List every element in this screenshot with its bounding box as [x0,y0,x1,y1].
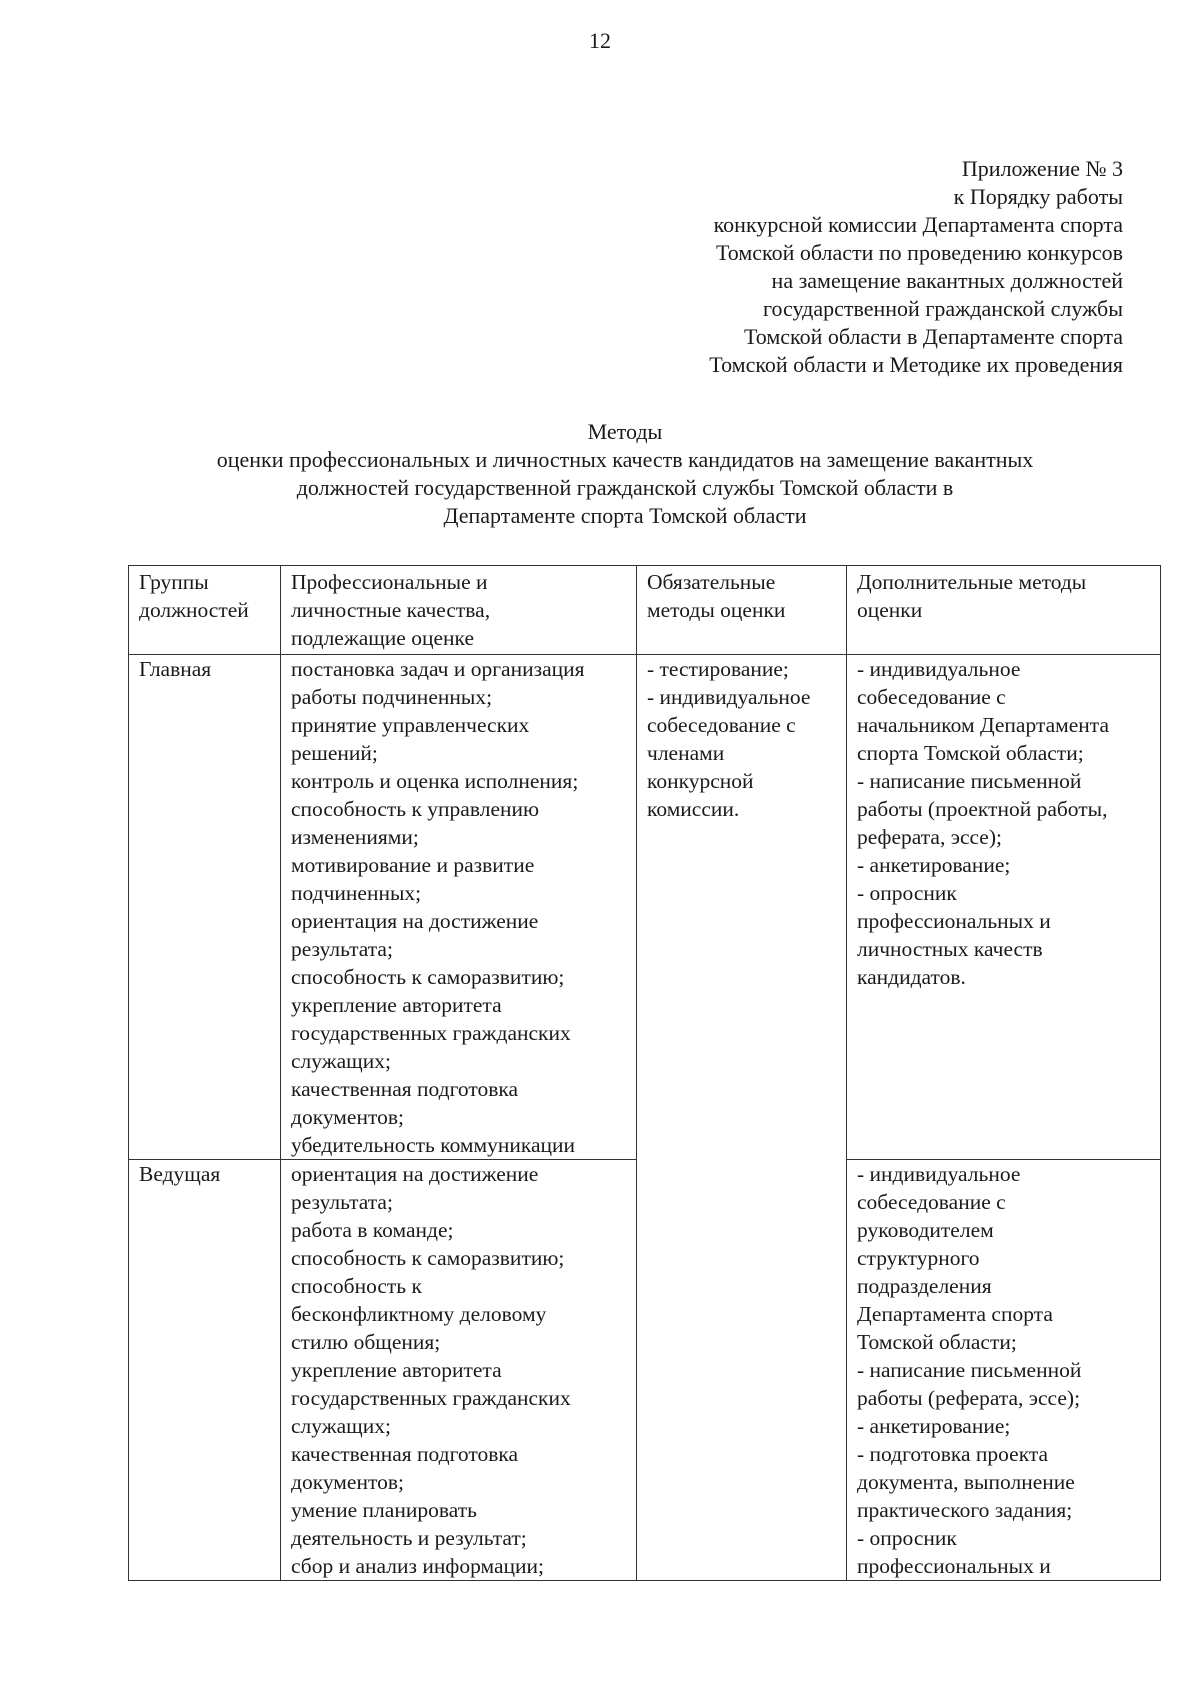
group-cell [129,1160,281,1581]
quality-line: подчиненных; [291,881,422,905]
table-header-row [129,566,1161,655]
page-number: 12 [589,28,611,53]
appendix-line: конкурсной комиссии Департамента спорта [713,212,1123,237]
quality-line: результата; [291,937,393,961]
header-line: Группы [139,570,209,594]
additional-method-line: Томской области; [857,1330,1017,1354]
additional-method-line: работы (реферата, эссе); [857,1386,1081,1410]
header-line: Дополнительные методы [857,570,1087,594]
quality-line: государственных гражданских [291,1021,571,1045]
quality-line: изменениями; [291,825,419,849]
additional-method-line: Департамента спорта [857,1302,1053,1326]
additional-method-line: руководителем [857,1218,994,1242]
additional-method-line: - опросник [857,881,957,905]
header-line: Обязательные [647,570,776,594]
document-title [0,418,1200,530]
header-line: личностные качества, [291,598,491,622]
additional-method-line: - написание письменной [857,1358,1082,1382]
additional-method-line: личностных качеств [857,937,1043,961]
quality-line: убедительность коммуникации [291,1133,576,1157]
title-line: оценки профессиональных и личностных качеств кандидатов на замещение вакантных [216,447,1034,472]
quality-line: деятельность и результат; [291,1526,527,1550]
additional-method-line: - подготовка проекта [857,1442,1049,1466]
additional-method-line: практического задания; [857,1498,1073,1522]
additional-method-line: начальником Департамента [857,713,1109,737]
quality-line: решений; [291,741,378,765]
quality-line: служащих; [291,1414,391,1438]
mandatory-methods-cell [637,655,847,1581]
mandatory-method-line: собеседование с [647,713,796,737]
appendix-line: государственной гражданской службы [763,296,1123,321]
quality-line: результата; [291,1190,393,1214]
mandatory-method-line: членами [647,741,725,765]
additional-method-line: - опросник [857,1526,957,1550]
additional-method-line: - индивидуальное [857,657,1021,681]
quality-line: способность к саморазвитию; [291,1246,565,1270]
quality-line: способность к управлению [291,797,540,821]
methods-table [128,565,1161,1581]
qualities-cell [281,655,637,1160]
quality-line: постановка задач и организация [291,657,585,681]
quality-line: качественная подготовка [291,1442,519,1466]
additional-method-line: - анкетирование; [857,1414,1011,1438]
additional-methods-cell [847,655,1161,1160]
header-line: подлежащие оценке [291,626,474,650]
quality-line: ориентация на достижение [291,1162,539,1186]
quality-line: умение планировать [291,1498,477,1522]
quality-line: документов; [291,1470,404,1494]
quality-line: стилю общения; [291,1330,441,1354]
mandatory-method-line: конкурсной [647,769,754,793]
mandatory-method-line: - тестирование; [647,657,789,681]
appendix-line: Томской области по проведению конкурсов [715,240,1123,265]
title-line: Департаменте спорта Томской области [443,503,807,528]
title-line: Методы [587,419,663,444]
quality-line: укрепление авторитета [291,1358,502,1382]
additional-method-line: подразделения [857,1274,992,1298]
group-name: Ведущая [139,1162,221,1186]
additional-method-line: структурного [857,1246,980,1270]
additional-method-line: документа, выполнение [857,1470,1075,1494]
group-cell [129,655,281,1160]
quality-line: мотивирование и развитие [291,853,535,877]
header-cell-qualities [281,566,637,655]
quality-line: качественная подготовка [291,1077,519,1101]
appendix-line: на замещение вакантных должностей [771,268,1123,293]
qualities-cell [281,1160,637,1581]
quality-line: работа в команде; [291,1218,454,1242]
header-line: Профессиональные и [291,570,488,594]
header-line: оценки [857,598,923,622]
quality-line: государственных гражданских [291,1386,571,1410]
additional-method-line: - написание письменной [857,769,1082,793]
appendix-header [709,155,1123,379]
mandatory-method-line: комиссии. [647,797,740,821]
additional-method-line: работы (проектной работы, [857,797,1108,821]
header-line: методы оценки [647,598,786,622]
appendix-line: к Порядку работы [953,184,1123,209]
quality-line: работы подчиненных; [291,685,493,709]
quality-line: принятие управленческих [291,713,530,737]
additional-methods-cell [847,1160,1161,1581]
additional-method-line: профессиональных и [857,909,1051,933]
appendix-line: Томской области в Департаменте спорта [744,324,1123,349]
quality-line: контроль и оценка исполнения; [291,769,579,793]
header-line: должностей [139,598,249,622]
header-cell-additional-methods [847,566,1161,655]
appendix-line: Приложение № 3 [961,156,1123,181]
quality-line: документов; [291,1105,404,1129]
group-name: Главная [139,657,212,681]
header-cell-mandatory-methods [637,566,847,655]
additional-method-line: собеседование с [857,685,1006,709]
table-row [129,655,1161,1160]
additional-method-line: собеседование с [857,1190,1006,1214]
appendix-line: Томской области и Методике их проведения [709,352,1123,377]
quality-line: способность к [291,1274,422,1298]
quality-line: бесконфликтному деловому [291,1302,547,1326]
additional-method-line: реферата, эссе); [857,825,1002,849]
additional-method-line: кандидатов. [857,965,966,989]
additional-method-line: - индивидуальное [857,1162,1021,1186]
quality-line: способность к саморазвитию; [291,965,565,989]
additional-method-line: профессиональных и [857,1554,1051,1578]
additional-method-line: спорта Томской области; [857,741,1084,765]
title-line: должностей государственной гражданской службы Томской области в [296,475,954,500]
mandatory-method-line: - индивидуальное [647,685,811,709]
quality-line: служащих; [291,1049,391,1073]
quality-line: укрепление авторитета [291,993,502,1017]
additional-method-line: - анкетирование; [857,853,1011,877]
quality-line: сбор и анализ информации; [291,1554,544,1578]
quality-line: ориентация на достижение [291,909,539,933]
header-cell-groups [129,566,281,655]
